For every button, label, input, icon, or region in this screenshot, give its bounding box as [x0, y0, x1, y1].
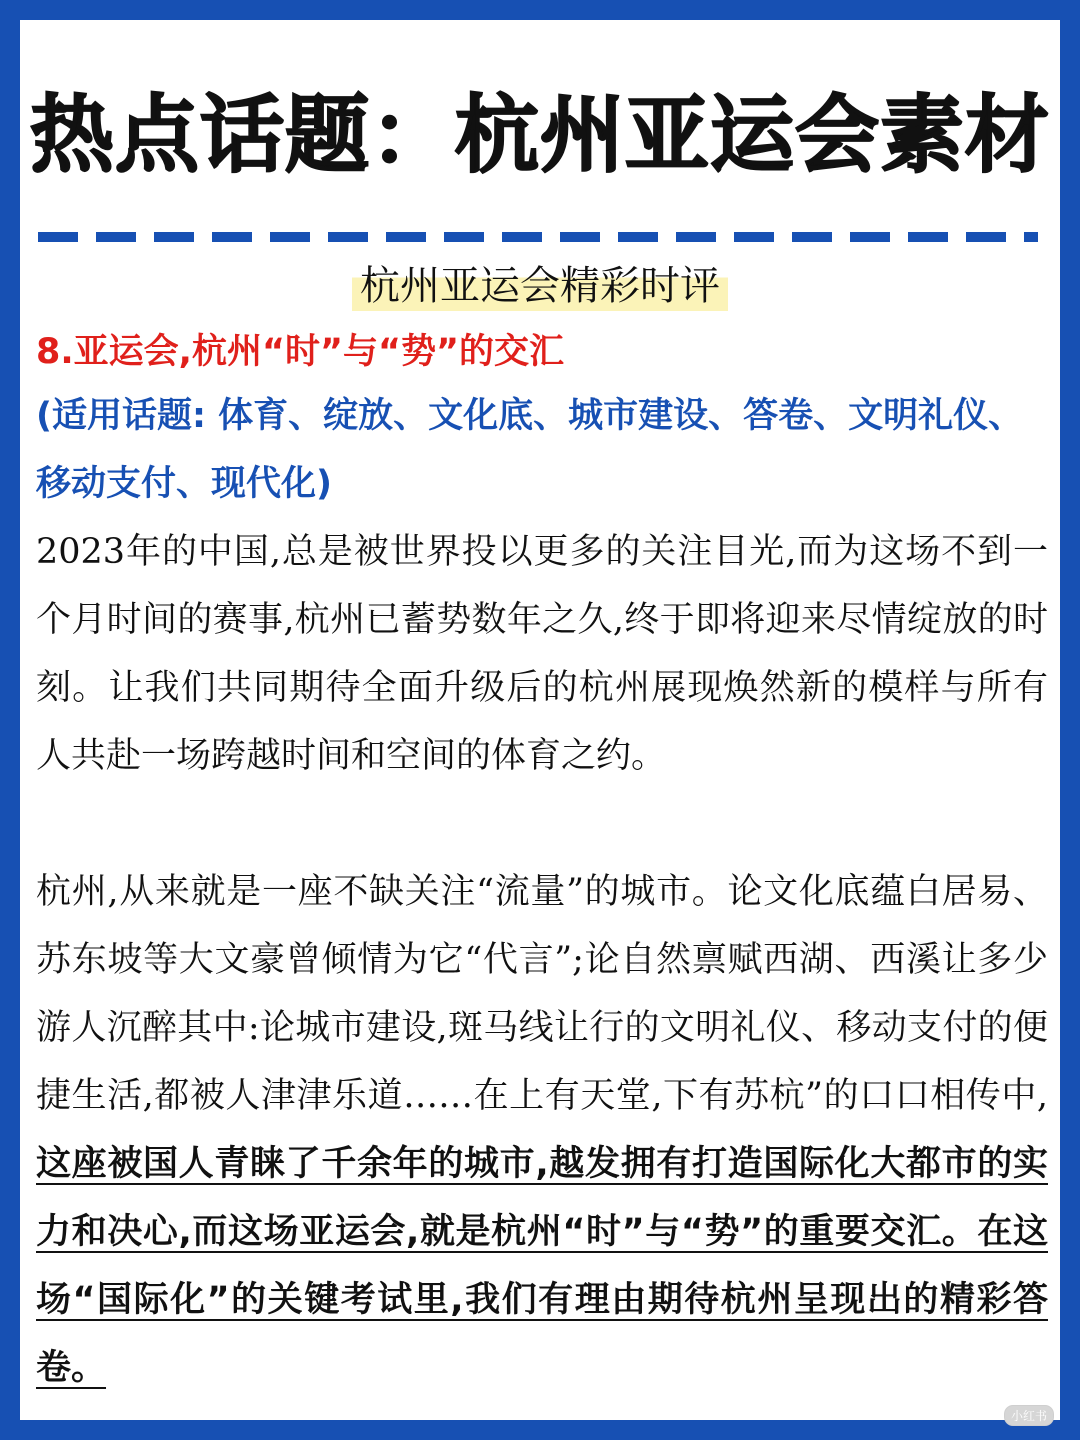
applicable-topics: (适用话题: 体育、绽放、文化底、城市建设、答卷、文明礼仪、移动支付、现代化)	[36, 396, 1024, 504]
dashed-divider	[38, 232, 1038, 242]
article-card	[20, 20, 1060, 1420]
paragraph-2	[36, 858, 1048, 1402]
page-title: 热点话题：杭州亚运会素材	[29, 86, 1050, 184]
section-title: 杭州亚运会精彩时评	[352, 258, 728, 314]
watermark-badge: 小红书	[1004, 1405, 1054, 1426]
paragraph-1: 2023年的中国,总是被世界投以更多的关注目光,而为这场不到一个月时间的赛事,杭州已蓄势数年之久,终于即将迎来尽情绽放的时刻。让我们共同期待全面升级后的杭州展现焕然新的模样与所有人共赴一场跨越时间和空间的体育之约。	[36, 532, 1048, 776]
section-title-container	[20, 258, 1060, 314]
paragraph-2-emphasis: 这座被国人青睐了千余年的城市,越发拥有打造国际化大都市的实力和决心,而这场亚运会,就是杭州“时”与“势”的重要交汇。在这场“国际化”的关键考试里,我们有理由期待杭州呈现出的精彩答卷。	[36, 1144, 1048, 1388]
article-content	[36, 324, 1048, 1402]
paragraph-2-text: 杭州,从来就是一座不缺关注“流量”的城市。论文化底蕴白居易、苏东坡等大文豪曾倾情为它“代言”;论自然禀赋西湖、西溪让多少游人沉醉其中:论城市建设,斑马线让行的文明礼仪、移动支付的便捷生活,都被人津津乐道……在上有天堂,下有苏杭”的口口相传中,	[36, 872, 1048, 1116]
article-heading: 8.亚运会,杭州“时”与“势”的交汇	[36, 332, 564, 372]
